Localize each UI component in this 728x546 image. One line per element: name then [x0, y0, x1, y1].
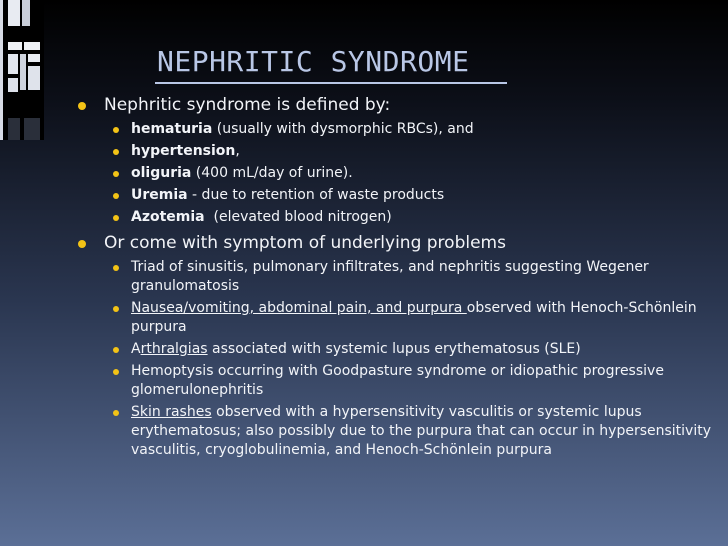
bullet-text: Nephritic syndrome is defined by: [104, 95, 391, 115]
bullet-dot [113, 215, 119, 221]
item-rest: observed with a hypersensitivity vasculitis or systemic lupus erythematosus; also possibly due to the purpura that can occur in hypersensitivity vasculitis, cryoglobulinemia, and Henoch-Schönlein purpura [131, 404, 712, 458]
slide-content [78, 93, 718, 463]
bullet-dot [113, 369, 119, 375]
item-rest: (elevated blood nitrogen) [204, 209, 392, 225]
list-item [78, 164, 718, 183]
item-text: Hemoptysis occurring with Goodpasture syndrome or idiopathic progressive glomerulonephritis [131, 363, 664, 398]
bullet-dot [113, 306, 119, 312]
bullet-dot [113, 410, 119, 416]
bullet-dot [113, 171, 119, 177]
list-item [78, 142, 718, 161]
item-rest: , [235, 143, 240, 159]
sublist-symptoms [78, 258, 718, 460]
bullet-dot [113, 127, 119, 133]
bullet-dot [78, 240, 86, 248]
list-item [78, 208, 718, 227]
list-item [78, 186, 718, 205]
term-oliguria: oliguria [131, 165, 192, 181]
title-underline [155, 82, 507, 84]
list-item [78, 362, 718, 400]
bullet-defined-by [78, 93, 718, 117]
item-text: Triad of sinusitis, pulmonary infiltrates, and nephritis suggesting Wegener granulomatosis [131, 259, 649, 294]
list-item [78, 340, 718, 359]
term-uremia: Uremia [131, 187, 188, 203]
term-azotemia: Azotemia [131, 209, 205, 225]
slide-title: NEPHRITIC SYNDROME [157, 45, 470, 78]
item-prefix: A [131, 341, 141, 357]
bullet-dot [113, 347, 119, 353]
item-underlined: rthralgias [140, 341, 208, 357]
item-underlined: Skin rashes [131, 404, 212, 420]
sublist-criteria [78, 120, 718, 227]
bullet-dot [113, 149, 119, 155]
bullet-underlying-problems [78, 231, 718, 255]
bullet-dot [113, 193, 119, 199]
item-rest: observed with Henoch-Schönlein purpura [131, 300, 697, 335]
item-rest: (400 mL/day of urine). [191, 165, 353, 181]
item-rest: (usually with dysmorphic RBCs), and [212, 121, 474, 137]
term-hematuria: hematuria [131, 121, 213, 137]
decorative-bars [0, 0, 44, 140]
item-rest: - due to retention of waste products [187, 187, 445, 203]
bullet-text: Or come with symptom of underlying problems [104, 233, 506, 253]
list-item [78, 299, 718, 337]
item-underlined: Nausea/vomiting, abdominal pain, and purpura [131, 300, 467, 316]
list-item [78, 120, 718, 139]
list-item [78, 258, 718, 296]
bullet-dot [113, 265, 119, 271]
bullet-dot [78, 102, 86, 110]
term-hypertension: hypertension [131, 143, 236, 159]
item-rest: associated with systemic lupus erythematosus (SLE) [207, 341, 581, 357]
list-item [78, 403, 718, 460]
